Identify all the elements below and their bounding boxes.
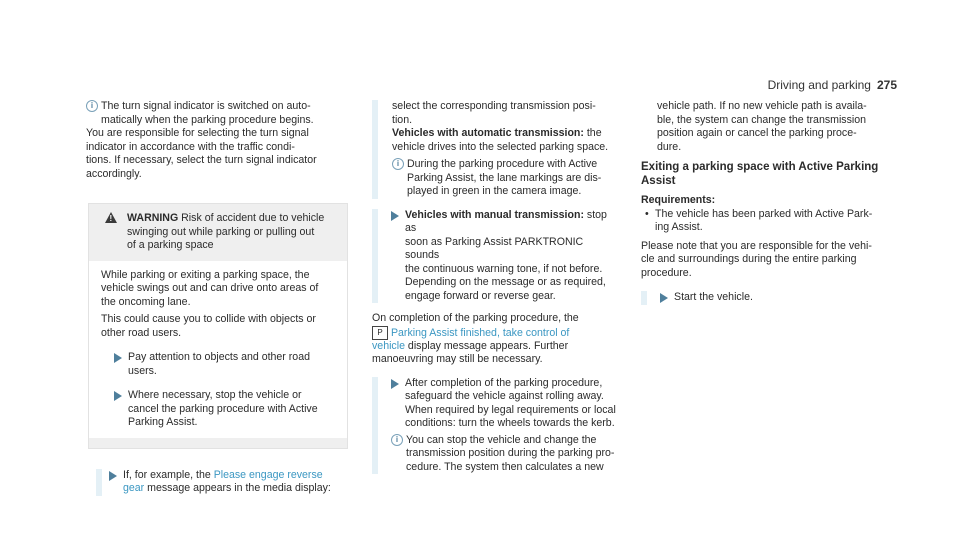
info-icon: i	[86, 100, 98, 112]
requirement-item: • The vehicle has been parked with Active Park- ing Assist.	[641, 208, 891, 235]
auto-transmission-label: Vehicles with automatic transmission:	[392, 127, 584, 139]
section-heading: Exiting a parking space with Active Parking Assist	[641, 161, 879, 187]
step-manual-transmission: Vehicles with manual transmission: stop as soon as Parking Assist PARKTRONIC sounds the continuous warning tone, if not before. Depending on the message or as required, engage forward or reverse gear.	[372, 209, 617, 304]
step-arrow-icon	[391, 379, 399, 389]
info-icon: i	[392, 158, 404, 170]
step-continuation: select the corresponding transmission posi- tion. Vehicles with automatic transmission: the vehicle drives into the selected parking space. i During the parking procedure with Active Parking Assist, the lane markings are dis- played in green in the camera image.	[372, 100, 617, 199]
note-stop-vehicle: i You can stop the vehicle and change the transmission position during the parking pro- cedure. The system then calculates a new	[391, 434, 617, 475]
info-icon: i	[391, 434, 403, 446]
page-number: 275	[876, 78, 897, 92]
section-title: Driving and parking	[767, 78, 871, 92]
step-safeguard: After completion of the parking procedure, safeguard the vehicle against rolling away. When required by legal requirements or local conditions: turn the wheels towards the kerb. i You can stop the vehicle and change the transmission position during the parking pro- cedure. The system then calculates a new	[372, 377, 617, 475]
step-start-vehicle: Start the vehicle.	[641, 291, 891, 305]
note-lane-markings: i During the parking procedure with Active Parking Assist, the lane markings are dis- played in green in the camera image.	[392, 158, 617, 199]
warning-box	[88, 203, 348, 449]
warning-triangle-icon: !	[105, 212, 117, 223]
warning-step-attention: Pay attention to objects and other road users.	[101, 351, 337, 378]
step-arrow-icon	[114, 353, 122, 363]
paragraph-completion: On completion of the parking procedure, the P Parking Assist finished, take control of vehicle display message appears. Further manoeuvring may still be necessary.	[372, 312, 579, 366]
warning-body: While parking or exiting a parking space, the vehicle swings out and can drive onto areas of the oncoming lane. This could cause you to collide with objects or other road users. Pay attention to objects and other road users. Where necessary, stop the vehicle or cancel the parking procedure with Active Parking Assist.	[89, 261, 347, 438]
message-link-reverse: Please engage reverse	[213, 468, 323, 481]
manual-transmission-label: Vehicles with manual transmission:	[405, 208, 584, 221]
step-reverse-gear: If, for example, the Please engage reverse gear message appears in the media display:	[96, 469, 348, 496]
column-1	[86, 100, 348, 496]
message-link-finished: Parking Assist finished, take control of	[390, 326, 570, 339]
column-2	[372, 100, 617, 474]
step-arrow-icon	[114, 391, 122, 401]
running-header	[768, 78, 897, 92]
warning-header: ! WARNING Risk of accident due to vehicle swinging out while parking or pulling out of a parking space	[101, 212, 337, 253]
note-turn-signal: i The turn signal indicator is switched on auto- matically when the parking procedure begins.	[86, 100, 348, 127]
paragraph-responsibility-exit: Please note that you are responsible for the vehi- cle and surroundings during the entire parking procedure.	[641, 239, 872, 279]
note-continuation: vehicle path. If no new vehicle path is availa- ble, the system can change the transmission position again or cancel the parking proce- dure.	[657, 100, 867, 153]
step-arrow-icon	[660, 293, 668, 303]
column-3	[641, 100, 891, 305]
step-arrow-icon	[109, 471, 117, 481]
step-arrow-icon	[391, 211, 399, 221]
paragraph-responsibility: You are responsible for selecting the turn signal indicator in accordance with the traffic condi- tions. If necessary, select the turn signal indicator accordingly.	[86, 127, 317, 180]
requirements-label: Requirements:	[641, 194, 716, 206]
parking-assist-icon: P	[372, 326, 388, 340]
warning-label: WARNING	[127, 212, 179, 224]
warning-step-stop: Where necessary, stop the vehicle or cancel the parking procedure with Active Parking Assist.	[101, 389, 337, 430]
